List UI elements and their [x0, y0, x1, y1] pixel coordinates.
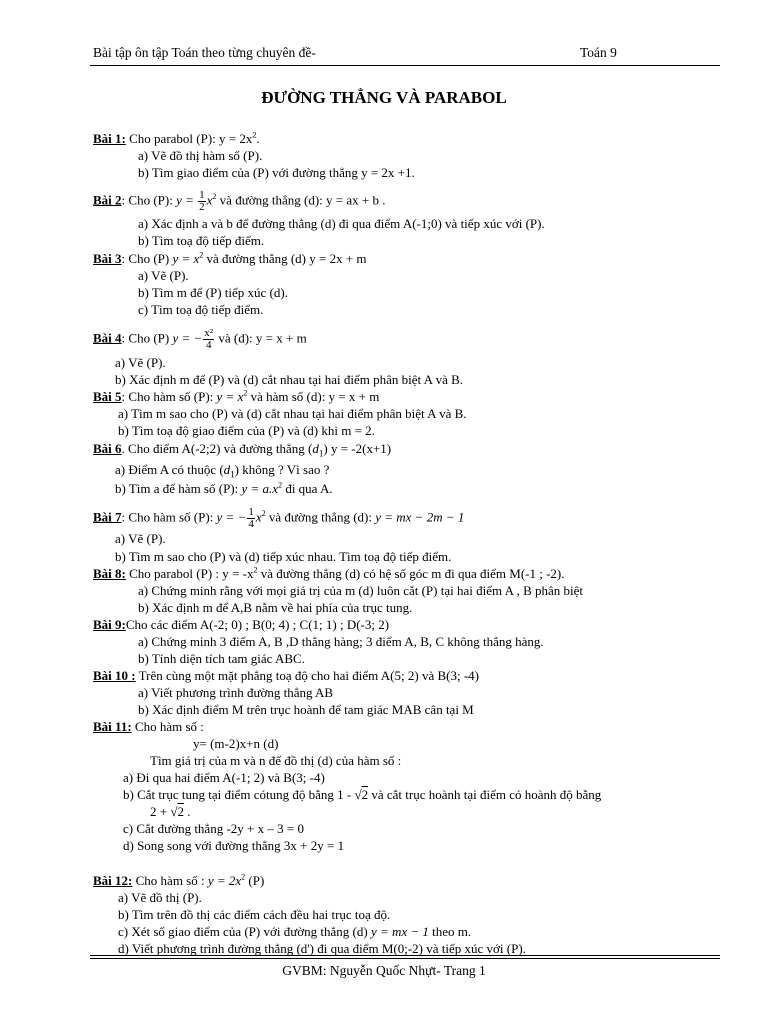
fraction — [198, 190, 206, 213]
text-run: a) Viết phương trình đường thẳng AB — [138, 685, 334, 700]
square-root: √2 — [170, 804, 184, 819]
exercise-line-b4 — [93, 328, 307, 351]
superscript: 2 — [261, 509, 266, 519]
page-header-right: Toán 9 — [580, 45, 617, 60]
text-run: c) Tìm toạ độ tiếp điểm. — [138, 302, 264, 317]
text-run: b) Tìm a để hàm số (P): — [115, 481, 242, 496]
exercise-label: Bài 4 — [93, 330, 122, 346]
exercise-label: Bài 10 : — [93, 668, 136, 683]
text-run: . — [256, 131, 260, 146]
exercise-label: Bài 8: — [93, 566, 126, 581]
exercise-label: Bài 9: — [93, 617, 126, 632]
text-run: a) Vẽ (P). — [115, 355, 166, 370]
text-run: . Cho điểm A(-2;2) và đường thẳng ( — [121, 441, 313, 456]
exercise-line-b10 — [93, 668, 479, 683]
text-run: và đường thẳng (d) y = 2x + m — [203, 251, 367, 266]
text-run: Trên cùng một mặt phẳng toạ độ cho hai điểm A(5; 2) và B(3; -4) — [135, 668, 479, 683]
text-run: a) Chứng minh rằng với mọi giá trị của m (d) luôn cắt (P) tại hai điểm A , B phân biệt — [138, 583, 584, 598]
text-run: a) Vẽ (P). — [115, 531, 166, 546]
exercise-label: Bài 7 — [93, 509, 122, 525]
exercise-line-b6 — [93, 441, 391, 462]
exercise-line-b3b — [138, 285, 288, 300]
exercise-line-b2 — [93, 190, 385, 213]
exercise-line-b7 — [93, 507, 464, 530]
text-run: b) Tìm m sao cho (P) và (d) tiếp xúc nhau. Tìm toạ độ tiếp điểm. — [115, 549, 452, 564]
page-title: ĐƯỜNG THẲNG VÀ PARABOL — [261, 88, 507, 107]
text-run: c) Xét số giao điểm của (P) với đường thẳng (d) — [118, 924, 371, 939]
exercise-line-b11t — [150, 753, 401, 768]
text-run: y= (m-2)x+n (d) — [193, 736, 279, 751]
exercise-line-b1a — [138, 148, 262, 163]
exercise-line-b3c — [138, 302, 263, 317]
superscript: 2 — [199, 250, 204, 260]
exercise-line-b9a — [138, 634, 544, 649]
text-run: đi qua A. — [282, 481, 333, 496]
text-run: b) Tìm giao điểm của (P) với đường thẳng y = 2x +1. — [138, 165, 415, 180]
math-expression: d — [223, 462, 231, 477]
footer-rule-secondary — [90, 958, 720, 959]
exercise-line-b8 — [93, 566, 565, 581]
exercise-label: Bài 5 — [93, 389, 122, 404]
math-expression: y = − — [216, 509, 247, 525]
math-expression: y = x — [172, 251, 200, 266]
exercise-line-b3 — [93, 251, 367, 266]
superscript: 2 — [241, 872, 246, 882]
text-run: b) Xác định m để (P) và (d) cắt nhau tại hai điểm phân biệt A và B. — [115, 372, 464, 387]
text-run: Cho hàm số : — [131, 719, 204, 734]
exercise-label: Bài 12: — [93, 873, 133, 888]
exercise-line-b2a — [138, 216, 545, 231]
text-run: d) Song song với đường thẳng 3x + 2y = 1 — [123, 838, 345, 853]
exercise-line-b11b2 — [150, 804, 190, 819]
fraction-denominator: 2 — [199, 201, 205, 213]
math-expression: x — [255, 509, 262, 525]
text-run: Cho parabol (P) : y = -x — [125, 566, 254, 581]
text-run: theo m. — [428, 924, 472, 939]
text-run: a) Chứng minh 3 điểm A, B ,D thẳng hàng; 3 điểm A, B, C không thẳng hàng. — [138, 634, 544, 649]
text-run: b) Tìm m để (P) tiếp xúc (d). — [138, 285, 288, 300]
text-run: b) Tính diện tích tam giác ABC. — [138, 651, 305, 666]
exercise-line-b1b — [138, 165, 415, 180]
exercise-line-b11 — [93, 719, 204, 734]
text-run: b) Xác định điểm M trên trục hoành để tam giác MAB cân tại M — [138, 702, 474, 717]
text-run: : Cho (P) — [121, 251, 173, 266]
text-run: Cho các điểm A(-2; 0) ; B(0; 4) ; C(1; 1) ; D(-3; 2) — [125, 617, 390, 632]
page-header-left: Bài tập ôn tập Toán theo từng chuyên đề- — [93, 45, 316, 60]
math-expression: y = − — [172, 330, 203, 346]
math-expression: y = mx − 1 — [370, 924, 429, 939]
text-run: b) Xác định m để A,B nằm về hai phía của trục tung. — [138, 600, 413, 615]
exercise-label: Bài 2 — [93, 192, 122, 208]
text-run: a) Đi qua hai điểm A(-1; 2) và B(3; -4) — [123, 770, 325, 785]
exercise-line-b4b — [115, 372, 463, 387]
superscript: 2 — [278, 480, 283, 490]
exercise-line-b11c — [123, 821, 304, 836]
text-run: . — [183, 804, 191, 819]
exercise-line-b11f — [193, 736, 278, 751]
square-root: √2 — [354, 787, 369, 802]
fraction-numerator: x² — [204, 327, 214, 339]
text-run: : Cho (P) — [121, 330, 173, 346]
footer-rule — [90, 955, 720, 956]
text-run: Tìm giá trị của m và n để đồ thị (d) của hàm số : — [150, 753, 402, 768]
exercise-line-b8a — [138, 583, 583, 598]
superscript: 2 — [243, 388, 248, 398]
fraction — [203, 328, 214, 351]
text-run: 2 + — [150, 804, 171, 819]
text-run: và đường thẳng (d): y = ax + b . — [216, 192, 386, 208]
text-run: và đường thẳng (d) có hệ số góc m đi qua điểm M(-1 ; -2). — [257, 566, 565, 581]
fraction — [247, 507, 255, 530]
exercise-line-b12c — [118, 924, 471, 939]
exercise-line-b12a — [118, 890, 202, 905]
text-run: a) Xác định a và b để đường thẳng (d) đi qua điểm A(-1;0) và tiếp xúc với (P). — [138, 216, 545, 231]
math-expression: y = 2x — [207, 873, 242, 888]
exercise-line-b10b — [138, 702, 474, 717]
exercise-line-b11d — [123, 838, 344, 853]
square-root-radicand: 2 — [361, 787, 369, 802]
math-expression: y = x — [216, 389, 244, 404]
exercise-line-b6a — [115, 462, 329, 483]
exercise-line-b9 — [93, 617, 389, 632]
subscript: 1 — [230, 469, 235, 480]
text-run: : Cho hàm số (P): — [121, 389, 217, 404]
exercise-label: Bài 11: — [93, 719, 132, 734]
exercise-line-b7b — [115, 549, 451, 564]
subscript: 1 — [318, 448, 324, 459]
math-expression: x — [206, 192, 213, 208]
text-run: ) y = -2(x+1) — [323, 441, 392, 456]
math-expression: y = mx − 2m − 1 — [375, 509, 465, 525]
exercise-line-b8b — [138, 600, 412, 615]
text-run: b) Tìm toạ độ giao điểm của (P) và (d) khi m = 2. — [118, 423, 375, 438]
text-run: b) Tìm toạ độ tiếp điểm. — [138, 233, 265, 248]
fraction-numerator: 1 — [248, 506, 254, 518]
exercise-line-b9b — [138, 651, 305, 666]
exercise-line-b12b — [118, 907, 390, 922]
exercise-line-b3a — [138, 268, 189, 283]
superscript: 2 — [212, 192, 217, 202]
text-run: : Cho (P): — [121, 192, 177, 208]
text-run: (P) — [245, 873, 265, 888]
text-run: ) không ? Vì sao ? — [234, 462, 330, 477]
fraction-numerator: 1 — [199, 189, 205, 201]
exercise-line-b5b — [118, 423, 375, 438]
text-run: a) Vẽ đồ thị hàm số (P). — [138, 148, 263, 163]
exercise-label: Bài 3 — [93, 251, 122, 266]
text-run: a) Tìm m sao cho (P) và (d) cắt nhau tại hai điểm phân biệt A và B. — [118, 406, 467, 421]
page-footer: GVBM: Nguyễn Quốc Nhựt- Trang 1 — [282, 963, 486, 978]
text-run: : Cho hàm số (P): — [121, 509, 217, 525]
text-run: b) Cắt trục tung tại điểm cótung độ bằng 1 - — [123, 787, 355, 802]
text-run: và đường thẳng (d): — [265, 509, 376, 525]
exercise-label: Bài 1: — [93, 131, 126, 146]
exercise-line-b7a — [115, 531, 166, 546]
text-run: c) Cắt đường thẳng -2y + x – 3 = 0 — [123, 821, 304, 836]
text-run: b) Tìm trên đồ thị các điểm cách đều hai trục toạ độ. — [118, 907, 391, 922]
exercise-line-b10a — [138, 685, 333, 700]
fraction-denominator: 4 — [248, 518, 254, 530]
math-expression: y = a.x — [241, 481, 279, 496]
exercise-line-b5a — [118, 406, 467, 421]
exercise-line-b11a — [123, 770, 325, 785]
text-run: a) Vẽ đồ thị (P). — [118, 890, 202, 905]
text-run: và hàm số (d): y = x + m — [247, 389, 380, 404]
text-run: d) Viết phương trình đường thẳng (d') đi qua điểm M(0;-2) và tiếp xúc với (P). — [118, 941, 526, 956]
exercise-line-b6b — [115, 481, 333, 496]
exercise-label: Bài 6 — [93, 441, 122, 456]
text-run: a) Vẽ (P). — [138, 268, 189, 283]
math-expression: d — [312, 441, 319, 456]
text-run: và (d): y = x + m — [215, 330, 307, 346]
text-run: Cho hàm số : — [132, 873, 208, 888]
exercise-line-b5 — [93, 389, 379, 404]
square-root-radicand: 2 — [177, 804, 184, 819]
text-run: Cho parabol (P): y = 2x — [125, 131, 253, 146]
exercise-line-b12 — [93, 873, 264, 888]
exercise-line-b4a — [115, 355, 166, 370]
text-run: và cắt trục hoành tại điểm có hoành độ bằng — [368, 787, 602, 802]
exercise-line-b11b — [123, 787, 601, 802]
header-rule — [90, 65, 720, 66]
exercise-line-b12d — [118, 941, 526, 956]
fraction-denominator: 4 — [205, 339, 212, 351]
superscript: 2 — [253, 565, 258, 575]
exercise-line-b1 — [93, 131, 260, 146]
superscript: 2 — [252, 130, 257, 140]
text-run: a) Điểm A có thuộc ( — [115, 462, 224, 477]
exercise-line-b2b — [138, 233, 264, 248]
math-expression: y = — [176, 192, 198, 208]
